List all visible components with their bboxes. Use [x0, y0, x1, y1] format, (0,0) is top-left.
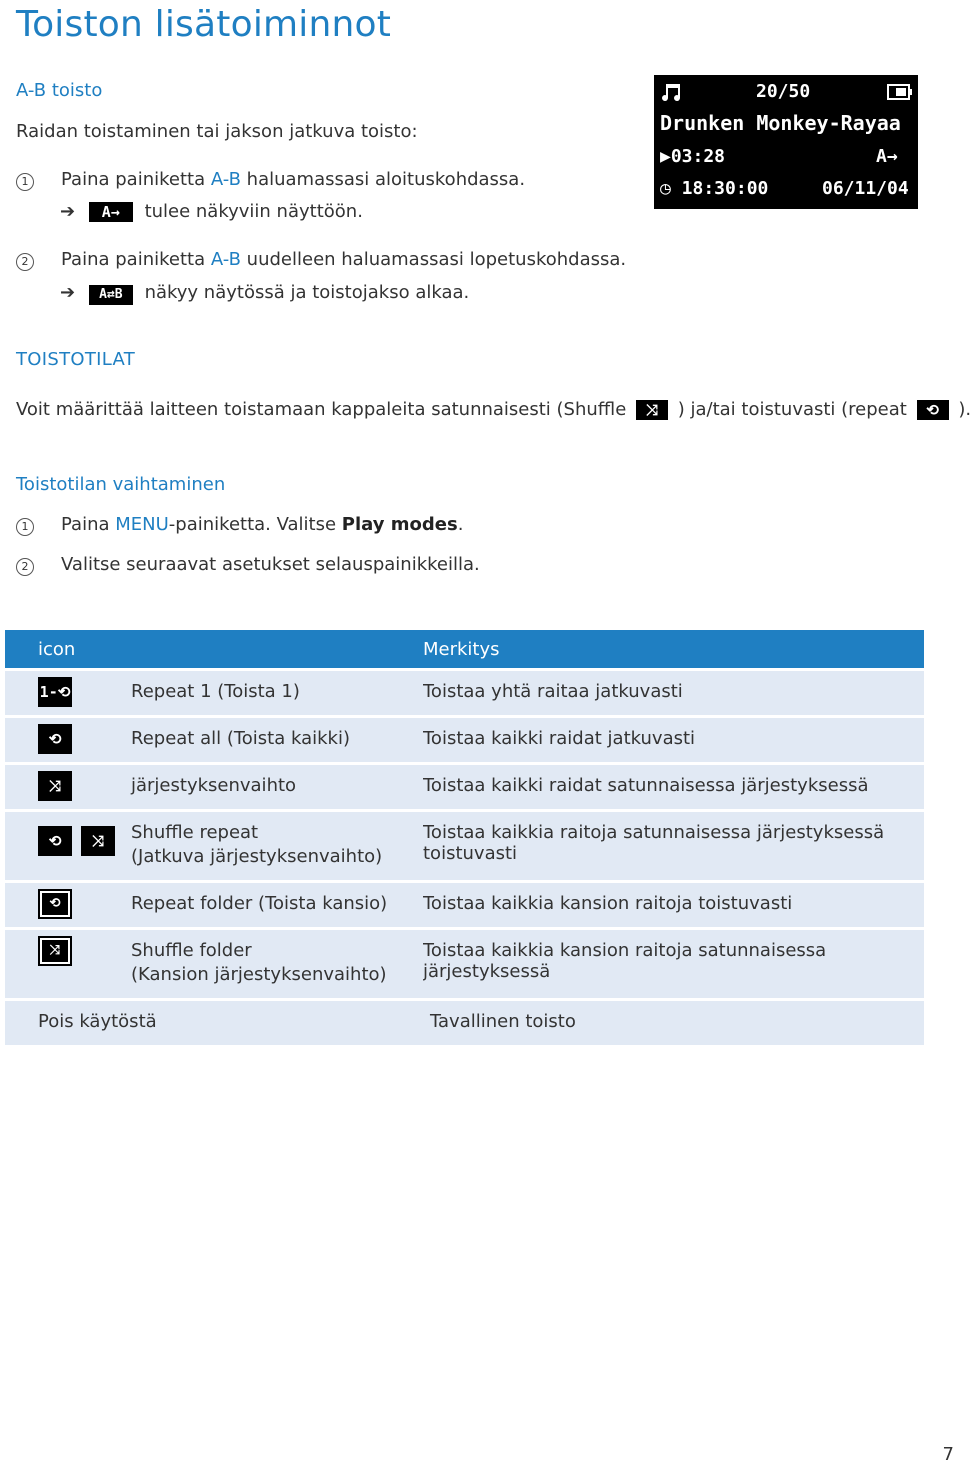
change-step-2 — [16, 554, 480, 576]
shuffle-icon: ⤨ — [38, 771, 72, 801]
mode-name-detail: (Jatkuva järjestyksenvaihto) — [131, 846, 383, 867]
table-row — [5, 765, 924, 809]
mode-meaning: Toistaa yhtä raitaa jatkuvasti — [423, 681, 683, 702]
clock: ◷ 18:30:00 — [660, 178, 769, 199]
page-title: Toiston lisätoiminnot — [16, 4, 392, 45]
desc-text: ) ja/tai toistuvasti (repeat — [677, 399, 907, 420]
date: 06/11/04 — [822, 178, 909, 199]
step-number: 1 — [16, 518, 34, 536]
mode-name-detail: (Kansion järjestyksenvaihto) — [131, 964, 387, 985]
header-icon: icon — [5, 630, 423, 668]
repeat-icon: ⟲ — [917, 400, 949, 420]
change-step-1 — [16, 514, 464, 536]
step-text: Paina — [61, 514, 116, 535]
mode-meaning: Tavallinen toisto — [430, 1011, 576, 1032]
step-number: 2 — [16, 558, 34, 576]
step-text: -painiketta. Valitse — [168, 514, 342, 535]
play-modes-label: Play modes — [341, 514, 458, 535]
track-counter: 20/50 — [756, 81, 811, 102]
song-title: Drunken Monkey-Rayaa — [660, 111, 901, 135]
modes-description — [16, 399, 971, 420]
change-heading: Toistotilan vaihtaminen — [16, 474, 226, 495]
ab-marker-icon: A⇄B — [89, 285, 133, 305]
step-text: haluamassasi aloituskohdassa. — [240, 169, 526, 190]
ab-step-1-result — [60, 201, 363, 222]
arrow-icon: ➔ — [60, 282, 76, 303]
play-modes-table — [5, 627, 924, 1048]
ab-heading: A-B toisto — [16, 80, 103, 101]
step-text: . — [457, 514, 464, 535]
music-note-icon — [662, 81, 682, 107]
a-marker-icon: A→ — [89, 202, 133, 222]
desc-text: ). — [958, 399, 971, 420]
repeat-folder-icon — [38, 889, 72, 919]
step-text: Paina painiketta — [61, 249, 211, 270]
ab-step-2 — [16, 249, 627, 271]
shuffle-icon: ⤨ — [81, 826, 115, 856]
step-text: Valitse seuraavat asetukset selauspainikkeilla. — [61, 554, 480, 575]
mode-name: Repeat 1 (Toista 1) — [131, 681, 300, 702]
repeat-one-icon: 1-⟲ — [38, 677, 72, 707]
ab-intro: Raidan toistaminen tai jakson jatkuva toisto: — [16, 121, 418, 142]
table-row — [5, 1001, 924, 1045]
table-row — [5, 812, 924, 880]
mode-name: Shuffle folder — [131, 940, 252, 961]
step-number: 1 — [16, 173, 34, 191]
device-screen — [654, 75, 918, 209]
mode-meaning: Toistaa kaikki raidat jatkuvasti — [423, 728, 696, 749]
menu-key: MENU — [115, 514, 169, 535]
mode-meaning: Toistaa kaikki raidat satunnaisessa järjestyksessä — [423, 775, 869, 796]
mode-name: Shuffle repeat — [131, 822, 259, 843]
arrow-icon: ➔ — [60, 201, 76, 222]
result-text: tulee näkyviin näyttöön. — [144, 201, 363, 222]
ab-indicator: A→ — [876, 146, 898, 167]
battery-icon — [887, 84, 913, 104]
shuffle-icon: ⤨ — [636, 400, 668, 420]
step-text: uudelleen haluamassasi lopetuskohdassa. — [240, 249, 627, 270]
table-row — [5, 671, 924, 715]
modes-heading: TOISTOTILAT — [16, 349, 136, 370]
header-meaning: Merkitys — [423, 630, 924, 668]
ab-key: A-B — [210, 169, 241, 190]
desc-text: Voit määrittää laitteen toistamaan kappaleita satunnaisesti (Shuffle — [16, 399, 627, 420]
mode-meaning: Toistaa kaikkia kansion raitoja toistuvasti — [423, 893, 793, 914]
mode-off-label: Pois käytöstä — [38, 1011, 157, 1032]
shuffle-folder-icon — [38, 936, 72, 966]
mode-name: Repeat folder (Toista kansio) — [131, 893, 388, 914]
mode-meaning: Toistaa kaikkia raitoja satunnaisessa järjestyksessä toistuvasti — [423, 822, 885, 864]
play-time: ▶03:28 — [660, 146, 726, 167]
mode-meaning: Toistaa kaikkia kansion raitoja satunnaisessa järjestyksessä — [423, 940, 827, 982]
table-header — [5, 630, 924, 668]
ab-key: A-B — [210, 249, 241, 270]
ab-step-1 — [16, 169, 526, 191]
table-row — [5, 930, 924, 998]
shuffle-folder-glyph: ⤨ — [42, 940, 68, 962]
page-number: 7 — [942, 1444, 954, 1465]
repeat-all-icon: ⟲ — [38, 724, 72, 754]
step-text: Paina painiketta — [61, 169, 211, 190]
repeat-folder-glyph: ⟲ — [42, 893, 68, 915]
mode-name: järjestyksenvaihto — [131, 775, 297, 796]
step-number: 2 — [16, 253, 34, 271]
table-row — [5, 883, 924, 927]
repeat-icon: ⟲ — [38, 826, 72, 856]
mode-name: Repeat all (Toista kaikki) — [131, 728, 351, 749]
result-text: näkyy näytössä ja toistojakso alkaa. — [144, 282, 470, 303]
table-row — [5, 718, 924, 762]
ab-step-2-result — [60, 282, 469, 305]
